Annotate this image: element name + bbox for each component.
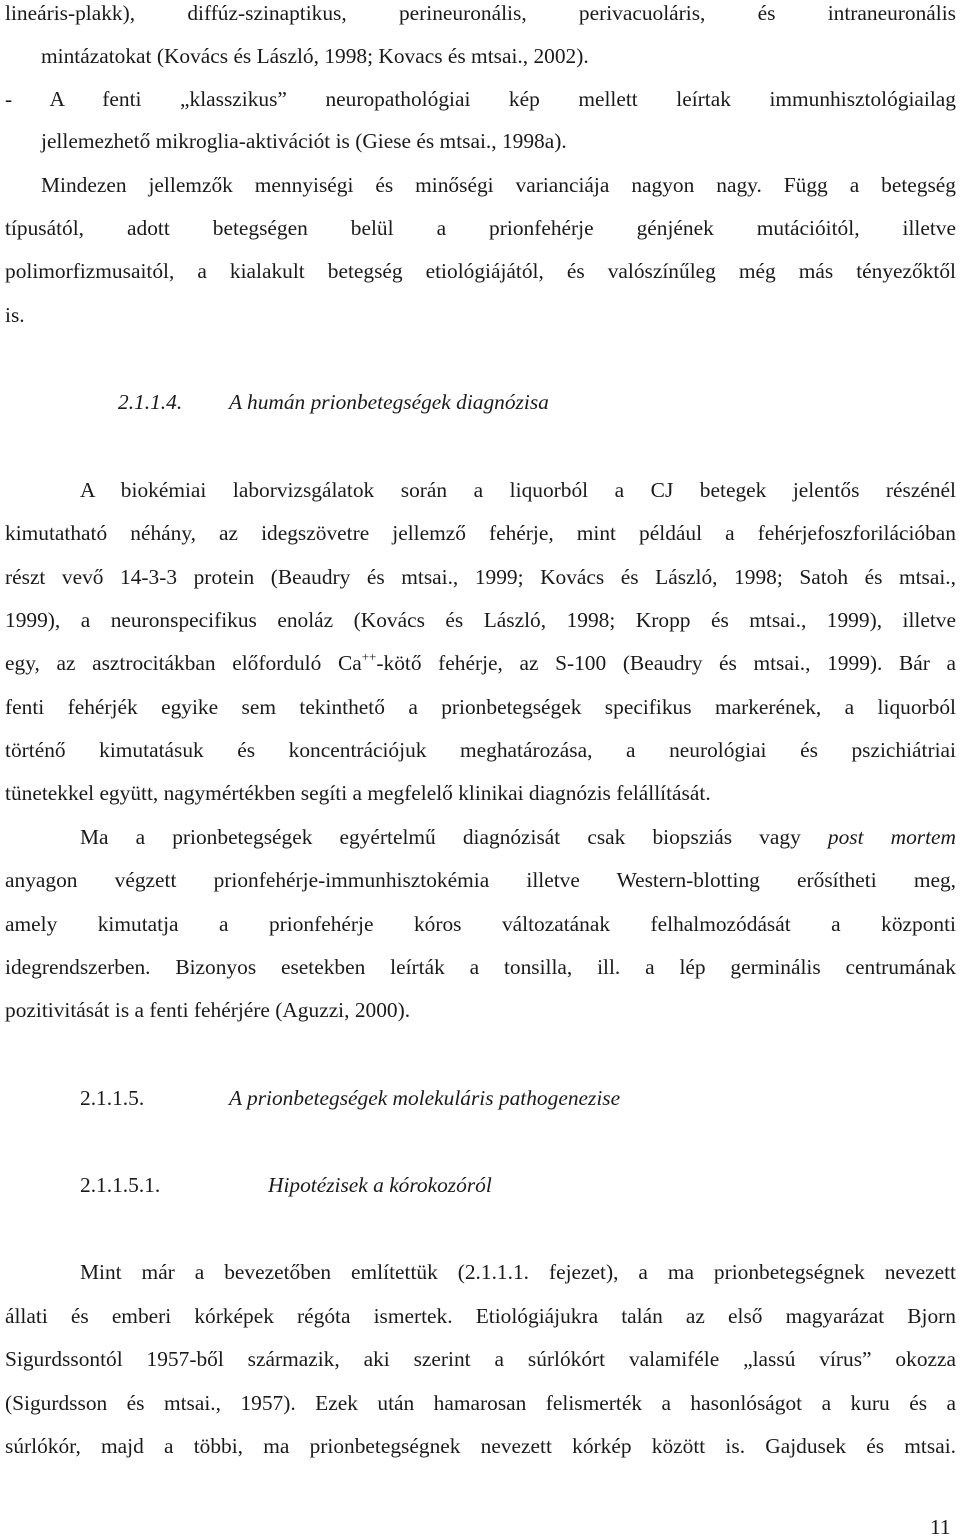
text-segment: Ma a prionbetegségek egyértelmű diagnózisát csak biopsziás vagy <box>80 825 801 849</box>
text-line: lineáris-plakk), diffúz-szinaptikus, perineuronális, perivacuoláris, és intraneuronális <box>5 1 956 25</box>
superscript-charge: ++ <box>361 649 377 664</box>
paragraph-line: amely kimutatja a prionfehérje kóros változatának felhalmozódását a központi <box>5 912 956 936</box>
paragraph-line: Mint már a bevezetőben említettük (2.1.1.1. fejezet), a ma prionbetegségnek nevezett <box>80 1260 956 1284</box>
paragraph-line: tünetekkel együtt, nagymértékben segíti a megfelelő klinikai diagnózis felállítását. <box>5 781 711 805</box>
paragraph-line: fenti fehérjék egyike sem tekinthető a prionbetegségek specifikus markerének, a liquorból <box>5 695 956 719</box>
paragraph-line: 1999), a neuronspecifikus enoláz (Kovács és László, 1998; Kropp és mtsai., 1999), illetve <box>5 608 956 632</box>
text-line: mintázatokat (Kovács és László, 1998; Kovacs és mtsai., 2002). <box>41 44 589 68</box>
subsection-number: 2.1.1.5.1. <box>80 1173 161 1197</box>
paragraph-line: részt vevő 14-3-3 protein (Beaudry és mtsai., 1999; Kovács és László, 1998; Satoh és mtsai., <box>5 565 956 589</box>
paragraph-line: polimorfizmusaitól, a kialakult betegség etiológiájától, és valószínűleg még más tényezőktől <box>5 259 956 283</box>
text-segment: -kötő fehérje, az S-100 (Beaudry és mtsai., 1999). Bár a <box>376 651 956 675</box>
text-line: jellemezhető mikroglia-aktivációt is (Giese és mtsai., 1998a). <box>41 129 567 153</box>
section-number: 2.1.1.4. <box>118 390 183 414</box>
paragraph-line: idegrendszerben. Bizonyos esetekben leírták a tonsilla, ill. a lép germinális centrumának <box>5 955 956 979</box>
paragraph-line: A biokémiai laborvizsgálatok során a liquorból a CJ betegek jelentős részénél <box>80 478 956 502</box>
paragraph-line: történő kimutatásuk és koncentrációjuk meghatározása, a neurológiai és pszichiátriai <box>5 738 956 762</box>
paragraph-line: anyagon végzett prionfehérje-immunhisztokémia illetve Western-blotting erősítheti meg, <box>5 868 956 892</box>
paragraph-line: súrlókór, majd a többi, ma prionbetegségnek nevezett kórkép között is. Gajdusek és mtsai. <box>5 1434 956 1458</box>
paragraph-line: Sigurdssontól 1957-ből származik, aki szerint a súrlókórt valamiféle „lassú vírus” okozza <box>5 1347 956 1371</box>
paragraph-line: típusától, adott betegségen belül a prionfehérje génjének mutációitól, illetve <box>5 216 956 240</box>
paragraph-line: (Sigurdsson és mtsai., 1957). Ezek után hamarosan felismerték a hasonlóságot a kuru és a <box>5 1391 956 1415</box>
paragraph-line: is. <box>5 303 25 327</box>
paragraph-line: pozitivitását is a fenti fehérjére (Aguzzi, 2000). <box>5 998 411 1022</box>
paragraph-line: Mindezen jellemzők mennyiségi és minőségi varianciája nagyon nagy. Függ a betegség <box>41 173 956 197</box>
section-number: 2.1.1.5. <box>80 1086 145 1110</box>
italic-term: post mortem <box>827 825 956 849</box>
paragraph-line: kimutatható néhány, az idegszövetre jellemző fehérje, mint például a fehérjefoszforilációban <box>5 521 956 545</box>
paragraph-line <box>80 824 956 850</box>
paragraph-line: állati és emberi kórképek régóta ismertek. Etiológiájukra talán az első magyarázat Bjorn <box>5 1304 956 1328</box>
paragraph-line <box>5 650 956 676</box>
list-item-line: - A fenti „klasszikus” neuropathológiai kép mellett leírtak immunhisztológiailag <box>5 87 956 111</box>
section-title: A prionbetegségek molekuláris pathogenezise <box>229 1086 621 1110</box>
section-title: A humán prionbetegségek diagnózisa <box>229 390 549 414</box>
page-number: 11 <box>930 1515 951 1539</box>
text-segment: egy, az asztrocitákban előforduló Ca <box>5 651 362 675</box>
subsection-title: Hipotézisek a kórokozóról <box>268 1173 492 1197</box>
